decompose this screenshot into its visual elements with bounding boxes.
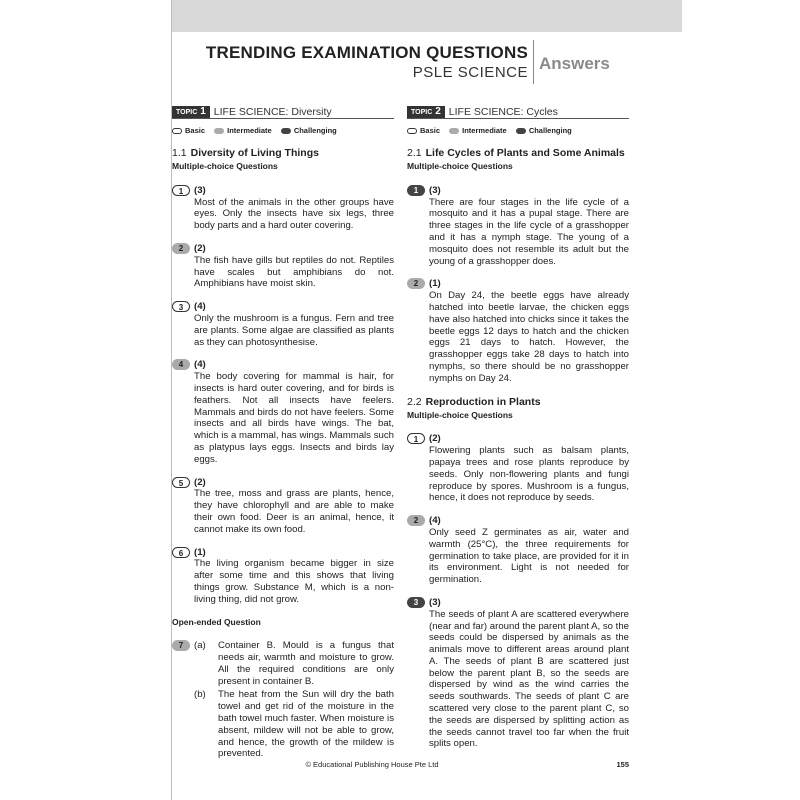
answer-option: (4) — [194, 301, 206, 313]
open-ended-part-b — [194, 689, 394, 760]
section-2-1-title: 2.1 Life Cycles of Plants and Some Animals — [407, 147, 625, 159]
answer-1-1-q5 — [172, 477, 394, 536]
answer-option: (3) — [194, 184, 206, 196]
page-number: 155 — [616, 760, 629, 769]
answer-option: (2) — [429, 433, 441, 445]
answer-2-1-q1 — [407, 185, 629, 268]
answer-1-1-q6 — [172, 547, 394, 606]
answer-option: (1) — [194, 546, 206, 558]
answer-2-2-q1 — [407, 433, 629, 504]
legend-challenging: Challenging — [293, 126, 337, 135]
difficulty-legend — [407, 125, 629, 137]
answer-option: (1) — [429, 278, 441, 290]
open-ended-part-a — [194, 640, 394, 687]
header-band — [171, 0, 682, 32]
answer-2-2-q3 — [407, 597, 629, 750]
difficulty-legend — [172, 125, 394, 137]
question-number-badge: 5 — [172, 477, 190, 488]
header-subtitle: PSLE SCIENCE — [412, 64, 528, 81]
answer-explanation: The living organism became bigger in size after some time and this shows that living things grow. Substance M, which is a non-living thing, did not grow. — [194, 558, 394, 605]
intermediate-pill-icon — [449, 128, 459, 134]
answer-option: (2) — [194, 476, 206, 488]
answer-explanation: Only seed Z germinates as air, water and warmth (25°C), the three requirements for germination to take place, are provided for it in its environment. Light is not needed for germination. — [429, 526, 629, 586]
answer-option: (4) — [429, 515, 441, 527]
question-number-badge: 2 — [407, 515, 425, 526]
legend-challenging: Challenging — [528, 126, 572, 135]
topic-1-name: LIFE SCIENCE: Diversity — [213, 106, 332, 118]
open-ended-title: Open-ended Question — [172, 616, 261, 627]
legend-intermediate: Intermediate — [462, 126, 507, 135]
open-ended-answer-q7 — [172, 640, 394, 760]
answer-option: (3) — [429, 596, 441, 608]
answer-option: (3) — [429, 184, 441, 196]
legend-basic: Basic — [185, 126, 206, 135]
question-number-badge: 3 — [407, 597, 425, 608]
basic-pill-icon — [172, 128, 182, 134]
challenging-pill-icon — [516, 128, 526, 134]
question-number-badge: 4 — [172, 359, 190, 370]
answer-explanation: The body covering for mammal is hair, for insects is hard outer covering, and for birds is feathers. Not all insects have feelers. Mammals and birds do not have feelers. Some insects and all birds have wings. The bat, which is a mammal, has wings. Mammals such as platypus lays eggs. Insects and birds lay eggs. — [194, 371, 394, 465]
header-divider — [533, 40, 534, 84]
section-2-2-subtitle: Multiple-choice Questions — [407, 409, 513, 420]
answer-1-1-q3 — [172, 301, 394, 348]
answer-explanation: The fish have gills but reptiles do not. Reptiles have scales but amphibians do not. Amphibians have moist skin. — [194, 254, 394, 290]
topic-2-name: LIFE SCIENCE: Cycles — [448, 106, 558, 118]
legend-intermediate: Intermediate — [227, 126, 272, 135]
publisher-credit: © Educational Publishing House Pte Ltd — [305, 760, 439, 769]
column-topic-2 — [407, 106, 629, 761]
answer-explanation: The seeds of plant A are scattered everywhere (near and far) around the parent plant A, so the seeds could be dispersed by animals as the animals move to different areas around plant A. The seeds of plant B are scattered just below the parent plant B, so the seeds are dispersed by wind as the wind carries the seeds southwards. The seeds of plant C are scattered very close to the parent plant C, so the seeds are dispersed by splitting action as the seeds cannot travel too far when the fruit splits open. — [429, 608, 630, 750]
section-1-1-subtitle: Multiple-choice Questions — [172, 161, 278, 171]
question-number-badge: 1 — [172, 185, 190, 196]
header-answers-label: Answers — [539, 54, 610, 73]
topic-2-tag: TOPIC 2 — [407, 106, 445, 118]
answer-explanation: There are four stages in the life cycle of a mosquito and it has a pupal stage. There are three stages in the life cycle of a grasshopper and it has a nymph stage. The young of a mosquito does not resemble its adult but the young of a grasshopper does. — [429, 196, 629, 267]
answer-explanation: On Day 24, the beetle eggs have already hatched into beetle larvae, the chicken eggs have also hatched into chicks since it takes the beetle eggs 12 days to hatch and the chicken eggs 21 days to hatch. However, the grasshopper eggs take 28 days to hatch into nymphs, so there should be no grasshopper nymphs on Day 24. — [429, 290, 629, 384]
answer-2-1-q2 — [407, 278, 629, 384]
challenging-pill-icon — [281, 128, 291, 134]
question-number-badge: 2 — [172, 243, 190, 254]
topic-2-heading — [407, 106, 629, 119]
question-number-badge: 3 — [172, 301, 190, 312]
answer-explanation: The tree, moss and grass are plants, hence, they have chlorophyll and are able to make their own food. Deer is an animal, hence, it cannot make its own food. — [194, 488, 394, 535]
part-label: (a) — [194, 640, 206, 652]
part-text: Container B. Mould is a fungus that needs air, warmth and moisture to grow. All the required conditions are only present in container B. — [218, 640, 394, 687]
basic-pill-icon — [407, 128, 417, 134]
intermediate-pill-icon — [214, 128, 224, 134]
answer-2-2-q2 — [407, 515, 629, 586]
answer-option: (4) — [194, 359, 206, 371]
answer-1-1-q2 — [172, 243, 394, 290]
answer-option: (2) — [194, 242, 206, 254]
section-1-1-title: 1.1 Diversity of Living Things — [172, 147, 319, 159]
header-title: TRENDING EXAMINATION QUESTIONS — [205, 43, 528, 62]
section-2-2-title: 2.2 Reproduction in Plants — [407, 395, 541, 408]
answer-explanation: Flowering plants such as balsam plants, papaya trees and rose plants reproduce by seeds. Only non-flowering plants and fungi reproduce by spores. Mushroom is a fungus, hence, it does not reproduce by seeds. — [429, 445, 629, 504]
part-text: The heat from the Sun will dry the bath towel and get rid of the moisture in the bath towel much faster. When moisture is absent, mildew will not be able to grow, and hence, the growth of the mildew is prevented. — [218, 689, 394, 760]
question-number-badge: 1 — [407, 433, 425, 444]
column-topic-1 — [172, 106, 394, 762]
topic-1-tag: TOPIC 1 — [172, 106, 210, 118]
answer-1-1-q1 — [172, 185, 394, 232]
part-label: (b) — [194, 689, 206, 701]
question-number-badge: 7 — [172, 640, 190, 651]
question-number-badge: 1 — [407, 185, 425, 196]
answer-1-1-q4 — [172, 359, 394, 465]
legend-basic: Basic — [420, 126, 441, 135]
section-2-1-subtitle: Multiple-choice Questions — [407, 161, 513, 171]
answer-explanation: Most of the animals in the other groups have eyes. Only the insects have six legs, three body parts and a hard outer covering. — [194, 196, 394, 232]
question-number-badge: 2 — [407, 278, 425, 289]
answer-explanation: Only the mushroom is a fungus. Fern and tree are plants. Some algae are classified as plants as they can photosynthesise. — [194, 312, 394, 348]
topic-1-heading — [172, 106, 394, 119]
question-number-badge: 6 — [172, 547, 190, 558]
